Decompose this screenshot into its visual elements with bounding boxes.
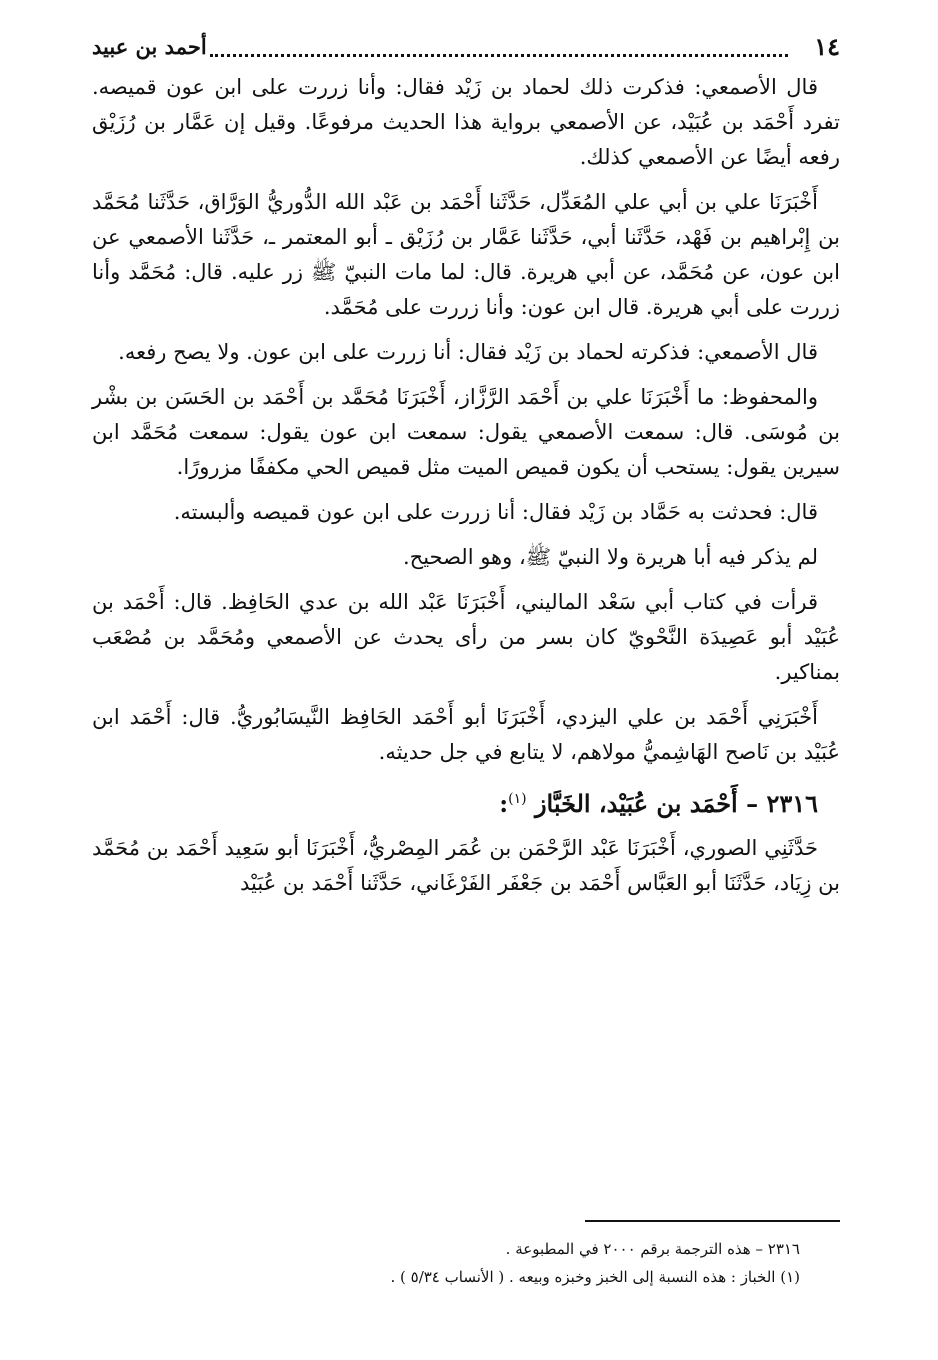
entry-dash: – <box>746 789 759 818</box>
footnote: (١) الخباز : هذه النسبة إلى الخبز وخبزه وبيعه . ( الأنساب ٥/٣٤ ) . <box>390 1268 800 1286</box>
footnotes <box>92 1235 840 1291</box>
page-number: ١٤ <box>814 32 840 61</box>
running-title: أحمد بن عبيد <box>92 34 207 59</box>
leader-dots <box>210 54 788 57</box>
page <box>92 30 840 1286</box>
footnote-rule <box>585 1220 840 1222</box>
footnote-marker: (١) <box>508 791 527 807</box>
entry-number: ٢٣١٦ <box>766 789 818 818</box>
paragraph: قال الأصمعي: فذكرته لحماد بن زَيْد فقال: أنا زررت على ابن عون. ولا يصح رفعه. <box>118 340 818 364</box>
entry-name: أَحْمَد بن عُبَيْد، الخَبَّاز <box>534 789 738 818</box>
paragraph: أَخْبَرَنَا علي بن أبي علي المُعَدِّل، حَدَّثَنا أَحْمَد بن عَبْد الله الدُّوريُّ الوَرَّاق، حَدَّثَنا مُحَمَّد بن إِبْراهيم بن فَهْد، حَدَّثَنا أبي، حَدَّثَنا عَمَّار بن رُزَيْق ـ أبو المعتمر ـ، حَدَّثَنا الأصمعي عن ابن عون، عن مُحَمَّد، عن أبي هريرة. قال: لما مات النبيّ ﷺ زر عليه. قال: مُحَمَّد وأنا زررت على أبي هريرة. قال ابن عون: وأنا زررت على مُحَمَّد. <box>92 190 840 319</box>
running-head <box>92 30 840 70</box>
paragraph: قال: فحدثت به حَمَّاد بن زَيْد فقال: أنا زررت على ابن عون قميصه وألبسته. <box>173 500 818 524</box>
paragraph: قال الأصمعي: فذكرت ذلك لحماد بن زَيْد فقال: وأنا زررت على ابن عون قميصه. تفرد أَحْمَد بن عُبَيْد، عن الأصمعي برواية هذا الحديث مرفوعًا. وقيل إن عَمَّار بن رُزَيْق رفعه أيضًا عن الأصمعي كذلك. <box>92 75 840 169</box>
paragraph: أَخْبَرَنِي أَحْمَد بن علي اليزدي، أَخْبَرَنَا أبو أَحْمَد الحَافِظ النَّيسَابُوريُّ. قال: أَحْمَد ابن عُبَيْد بن نَاصح الهَاشِميُّ مولاهم، لا يتابع في جل حديثه. <box>92 705 840 764</box>
paragraph: لم يذكر فيه أبا هريرة ولا النبيّ ﷺ، وهو الصحيح. <box>402 545 818 569</box>
entry-heading <box>92 780 840 823</box>
paragraph: حَدَّثَنِي الصوري، أَخْبَرَنَا عَبْد الرَّحْمَن بن عُمَر المِصْريُّ، أَخْبَرَنَا أبو سَعِيد أَحْمَد بن مُحَمَّد بن زِيَاد، حَدَّثَنَا أبو العَبَّاس أَحْمَد بن جَعْفَر الفَرْغَاني، حَدَّثَنا أَحْمَد بن عُبَيْد <box>92 836 840 895</box>
entry-colon: : <box>499 789 509 818</box>
paragraph: والمحفوظ: ما أَخْبَرَنَا علي بن أَحْمَد الرَّزَّاز، أَخْبَرَنَا مُحَمَّد بن أَحْمَد بن الحَسَن بن بشْر بن مُوسَى. قال: سمعت الأصمعي يقول: سمعت ابن عون يقول: سمعت مُحَمَّد ابن سيرين يقول: يستحب أن يكون قميص الميت مثل قميص الحي مكففًا مزرورًا. <box>92 385 840 479</box>
footnote: ٢٣١٦ – هذه الترجمة برقم ٢٠٠٠ في المطبوعة . <box>505 1240 800 1258</box>
paragraph: قرأت في كتاب أبي سَعْد الماليني، أَخْبَرَنَا عَبْد الله بن عدي الحَافِظ. قال: أَحْمَد بن عُبَيْد أبو عَصِيدَة النَّحْويّ كان بسر من رأى يحدث عن الأصمعي ومُحَمَّد بن مُصْعَب بمناكير. <box>92 590 840 684</box>
